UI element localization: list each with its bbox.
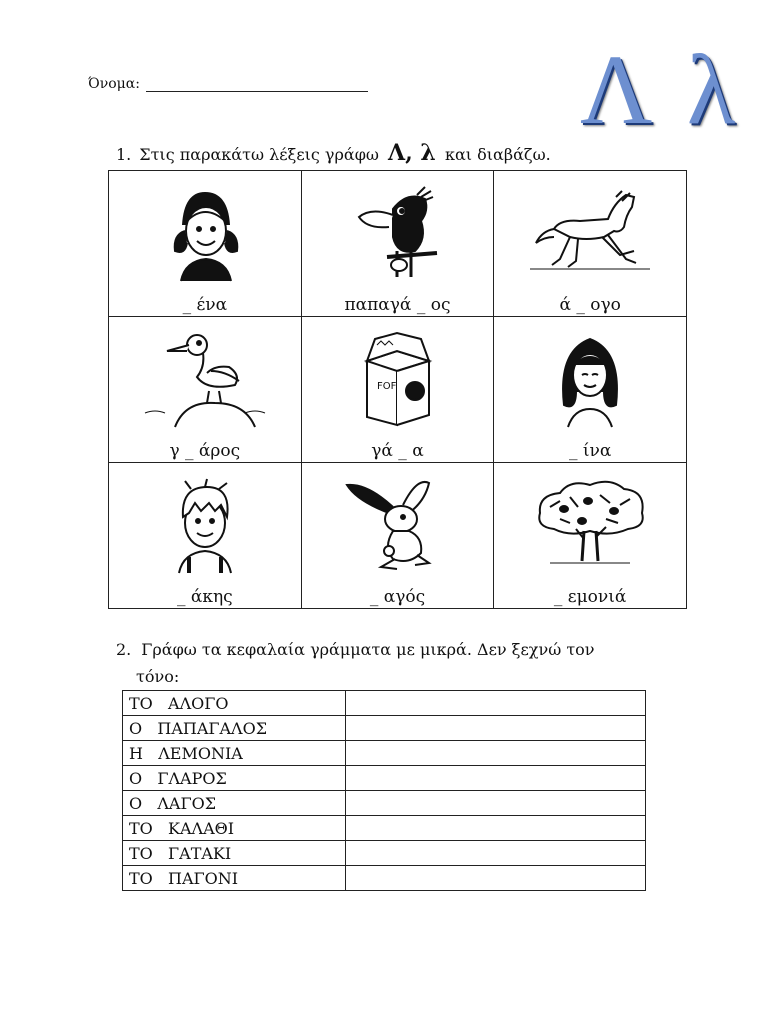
grid-cell (301, 317, 494, 463)
exercise1-text-after: και διαβάζω. (444, 145, 551, 164)
table-row (123, 841, 646, 866)
answer-cell[interactable] (346, 816, 646, 841)
seagull-icon (145, 331, 265, 427)
girl-long-hair-icon (530, 331, 650, 427)
table-row (123, 691, 646, 716)
answer-cell[interactable] (346, 691, 646, 716)
big-letters-title: Λ λ (580, 34, 742, 145)
lemon-tree-icon (530, 477, 650, 573)
grid-cell (109, 463, 302, 609)
exercise2-line1: Γράφω τα κεφαλαία γράμματα με μικρά. Δεν ξεχνώ τον (141, 640, 595, 659)
grid-word: ά _ ογο (559, 295, 621, 315)
exercise2-instructions (116, 636, 676, 690)
uppercase-word: Ο ΓΛΑΡΟΣ (123, 766, 346, 791)
grid-word: _ ένα (182, 295, 228, 315)
name-label: Όνομα: (88, 76, 140, 92)
grid-word: _ ίνα (568, 441, 612, 461)
table-row (123, 766, 646, 791)
uppercase-word: Ο ΛΑΓΟΣ (123, 791, 346, 816)
uppercase-word: ΤΟ ΑΛΟΓΟ (123, 691, 346, 716)
uppercase-word: ΤΟ ΠΑΓΟΝΙ (123, 866, 346, 891)
exercise1-text-before: Στις παρακάτω λέξεις γράφω (139, 145, 379, 164)
table-row (123, 741, 646, 766)
name-field-line (88, 76, 368, 92)
name-blank[interactable] (146, 77, 368, 92)
grid-cell (494, 171, 687, 317)
parrot-icon (337, 185, 457, 281)
grid-word: _ εμονιά (553, 587, 627, 607)
grid-cell (301, 463, 494, 609)
answer-cell[interactable] (346, 766, 646, 791)
milk-carton-icon (337, 331, 457, 427)
grid-cell (494, 463, 687, 609)
answer-cell[interactable] (346, 741, 646, 766)
grid-word: _ άκης (176, 587, 233, 607)
grid-word: γ _ άρος (169, 441, 241, 461)
exercise2-number: 2. (116, 640, 132, 659)
exercise2-line2: τόνο: (136, 667, 180, 686)
grid-cell (494, 317, 687, 463)
exercise1-number: 1. (116, 145, 132, 164)
grid-cell (109, 317, 302, 463)
table-row (123, 866, 646, 891)
answer-cell[interactable] (346, 791, 646, 816)
exercise1-letters: Λ, λ (388, 140, 436, 166)
table-row (123, 791, 646, 816)
uppercase-to-lowercase-table (122, 690, 646, 891)
answer-cell[interactable] (346, 841, 646, 866)
uppercase-word: ΤΟ ΚΑΛΑΘΙ (123, 816, 346, 841)
table-row (123, 816, 646, 841)
horse-icon (530, 185, 650, 281)
grid-word: παπαγά _ ος (344, 295, 451, 315)
table-row (123, 716, 646, 741)
girl-pigtails-icon (145, 185, 265, 281)
rabbit-icon (337, 477, 457, 573)
uppercase-word: ΤΟ ΓΑΤΑΚΙ (123, 841, 346, 866)
grid-cell (109, 171, 302, 317)
answer-cell[interactable] (346, 866, 646, 891)
uppercase-word: Ο ΠΑΠΑΓΑΛΟΣ (123, 716, 346, 741)
answer-cell[interactable] (346, 716, 646, 741)
boy-icon (145, 477, 265, 573)
grid-cell (301, 171, 494, 317)
picture-word-grid (108, 170, 687, 609)
uppercase-word: Η ΛΕΜΟΝΙΑ (123, 741, 346, 766)
svg-text:FOF: FOF (377, 381, 397, 392)
grid-word: γά _ α (371, 441, 424, 461)
exercise1-instructions (116, 140, 551, 166)
grid-word: _ αγός (369, 587, 426, 607)
